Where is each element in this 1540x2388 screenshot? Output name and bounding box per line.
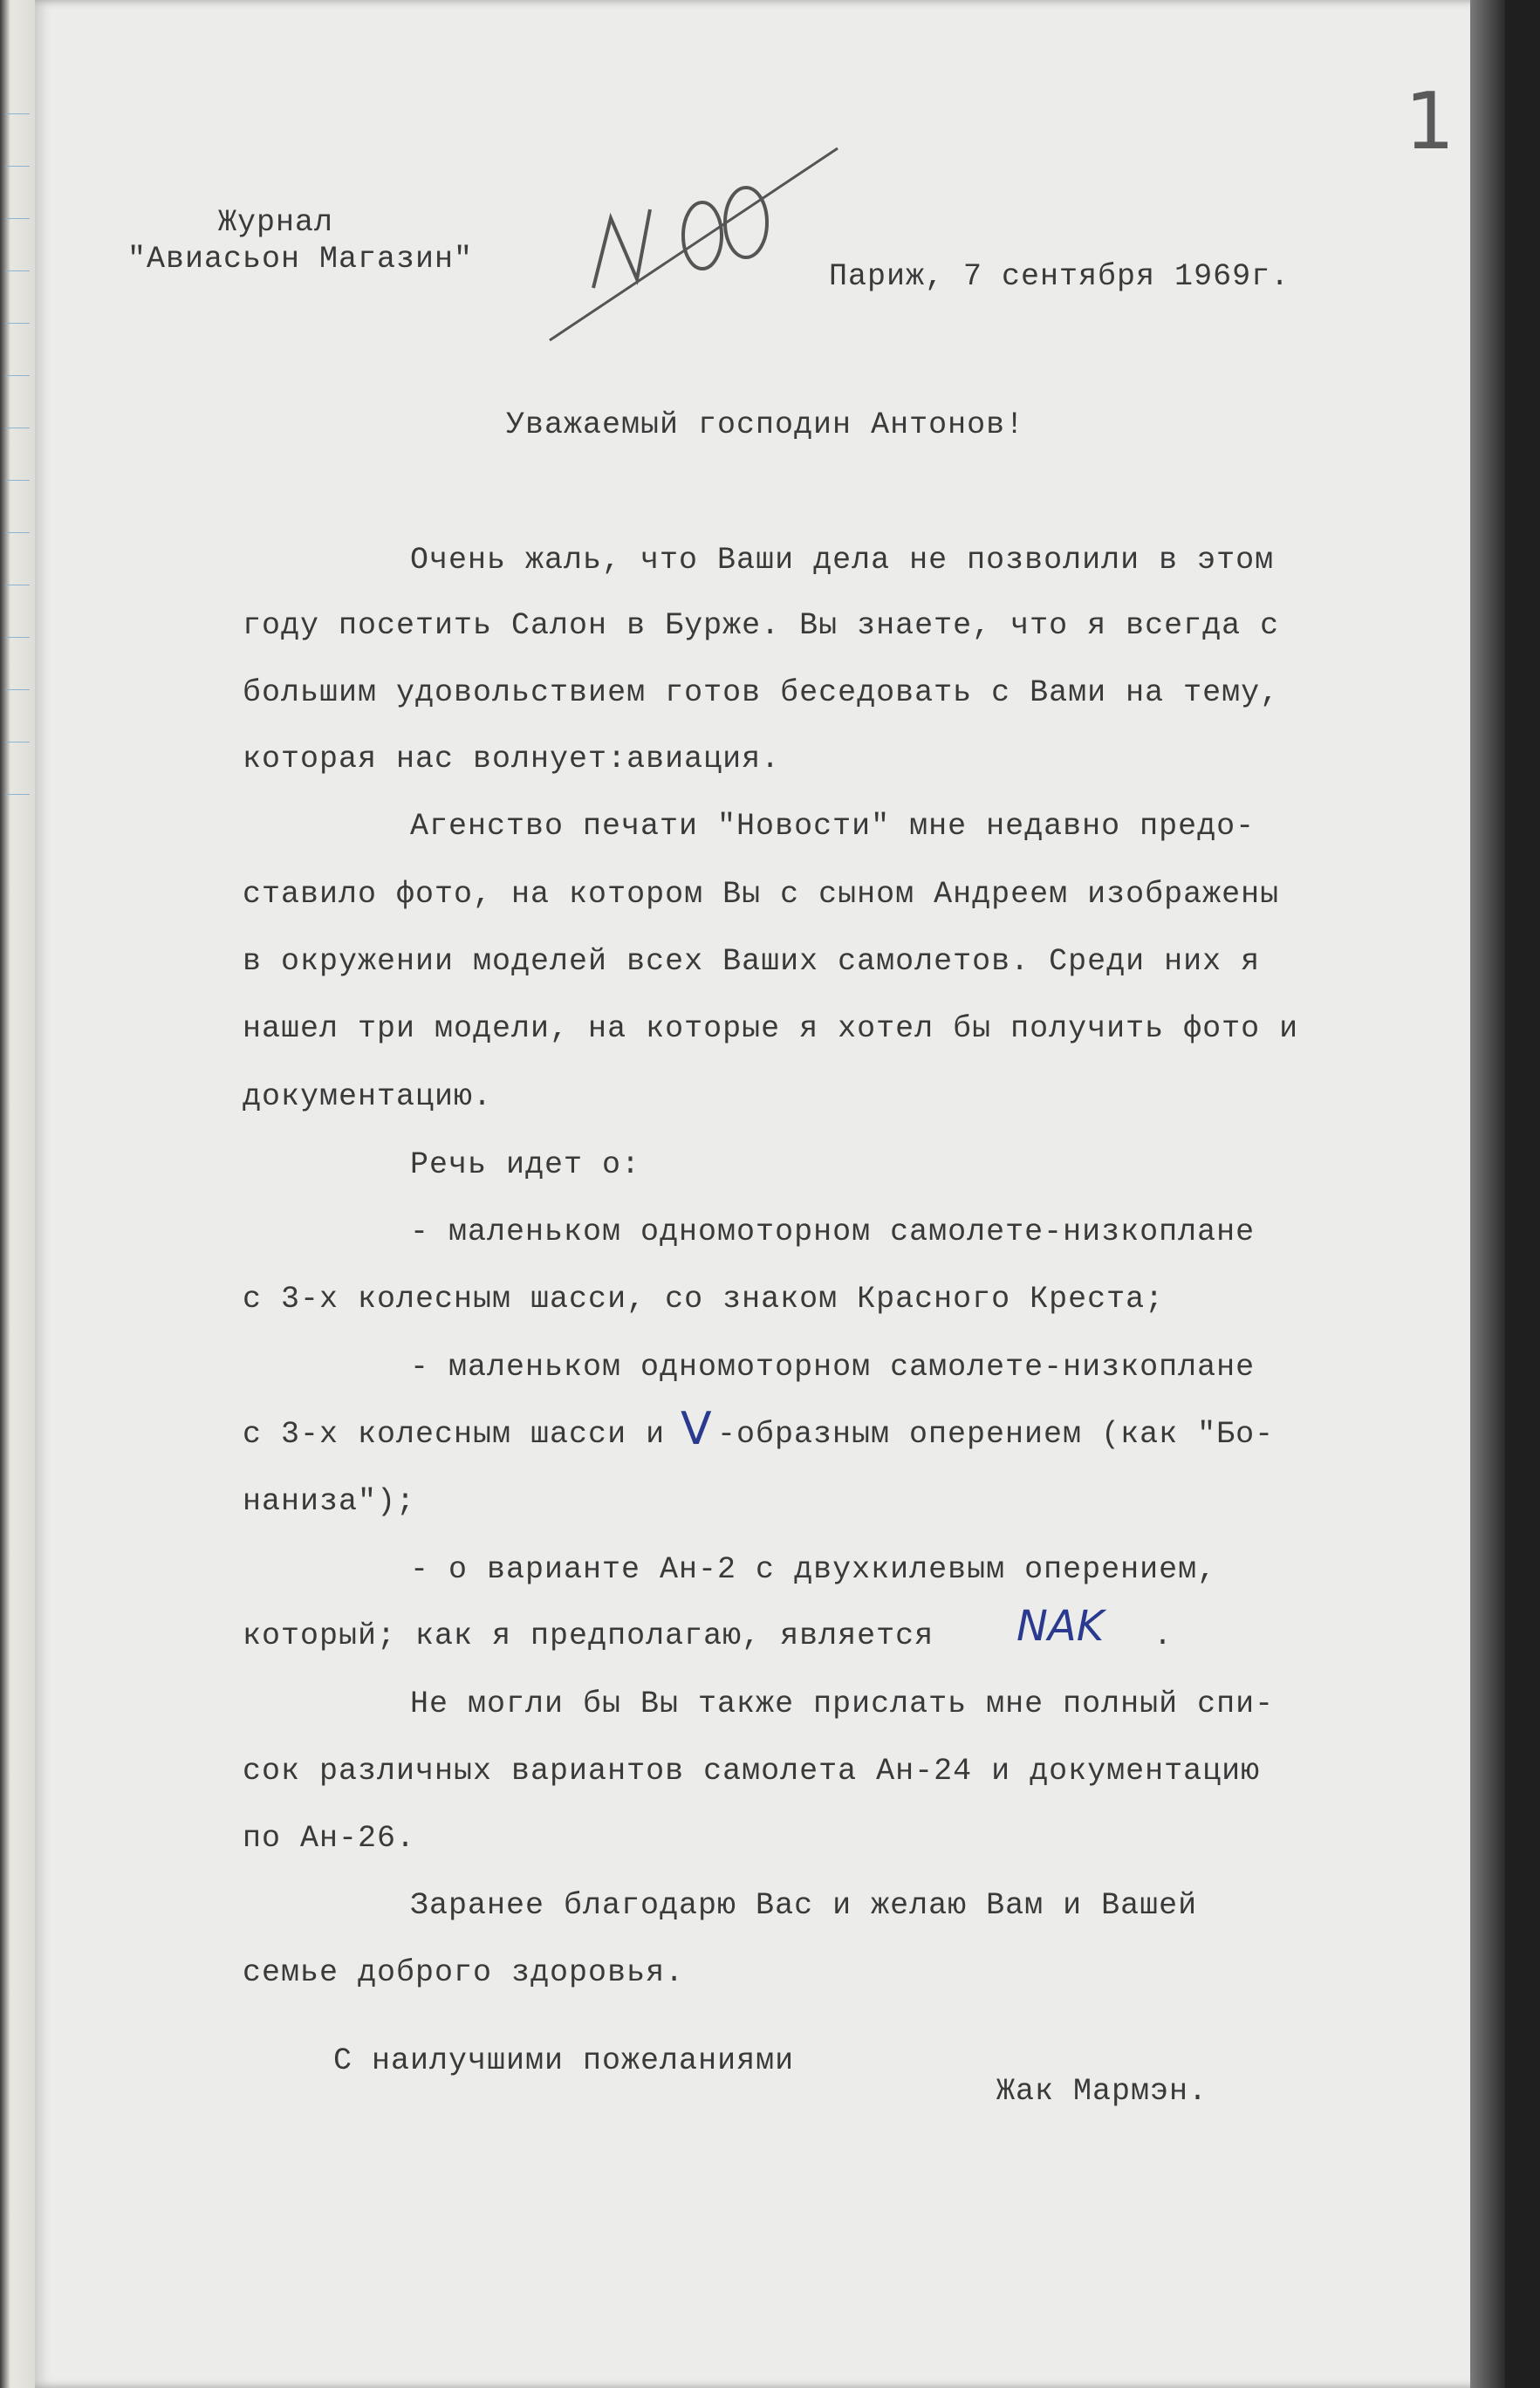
folio-number: 1 [1405, 76, 1455, 168]
journal-name-line2: "Авиасьон Магазин" [127, 242, 474, 277]
register-number-scribble [35, 0, 1505, 2388]
handwritten-v: V [681, 1403, 712, 1455]
salutation: Уважаемый господин Антонов! [506, 407, 1025, 442]
body-line-3: большим удовольствием готов беседовать с Вами на тему, [243, 675, 1280, 710]
signature: Жак Мармэн. [996, 2074, 1208, 2109]
letter-page [35, 0, 1505, 2388]
handwritten-nak: NAK [1016, 1602, 1105, 1651]
body-line-17-period: . [1153, 1618, 1174, 1653]
notebook-edge [0, 0, 35, 2388]
body-line-13: - маленьком одномоторном самолете-низкоплане [410, 1350, 1256, 1385]
body-line-17: который; как я предполагаю, является [243, 1618, 934, 1653]
body-line-6: ставило фото, на котором Вы с сыном Андреем изображены [243, 877, 1280, 912]
register-number [606, 194, 609, 195]
body-line-14b: -образным оперением (как "Бо- [717, 1417, 1275, 1452]
body-line-8: нашел три модели, на которые я хотел бы получить фото и [243, 1011, 1299, 1046]
body-line-22: семье доброго здоровья. [243, 1955, 685, 1990]
body-line-18: Не могли бы Вы также прислать мне полный спи- [410, 1687, 1275, 1721]
body-line-15: наниза"); [243, 1484, 416, 1519]
journal-name-line1: Журнал [218, 205, 334, 240]
body-line-14a: с 3-х колесным шасси и [243, 1417, 666, 1452]
body-line-16: - о варианте Ан-2 с двухкилевым оперением, [410, 1552, 1217, 1587]
body-line-20: по Ан-26. [243, 1821, 416, 1856]
body-line-4: которая нас волнует:авиация. [243, 742, 781, 777]
body-line-5: Агенство печати "Новости" мне недавно предо- [410, 809, 1256, 844]
place-and-date: Париж, 7 сентября 1969г. [829, 259, 1290, 294]
body-line-7: в окружении моделей всех Ваших самолетов. Среди них я [243, 944, 1261, 979]
body-line-12: с 3-х колесным шасси, со знаком Красного Креста; [243, 1282, 1165, 1317]
body-line-2: году посетить Салон в Бурже. Вы знаете, что я всегда с [243, 608, 1280, 643]
body-line-10: Речь идет о: [410, 1147, 641, 1182]
body-line-9: документацию. [243, 1079, 493, 1114]
closing: С наилучшими пожеланиями [333, 2043, 795, 2078]
body-line-11: - маленьком одномоторном самолете-низкоплане [410, 1215, 1256, 1249]
body-line-21: Заранее благодарю Вас и желаю Вам и Вашей [410, 1888, 1198, 1923]
body-line-19: сок различных вариантов самолета Ан-24 и документацию [243, 1754, 1261, 1789]
body-line-1: Очень жаль, что Ваши дела не позволили в этом [410, 543, 1275, 578]
